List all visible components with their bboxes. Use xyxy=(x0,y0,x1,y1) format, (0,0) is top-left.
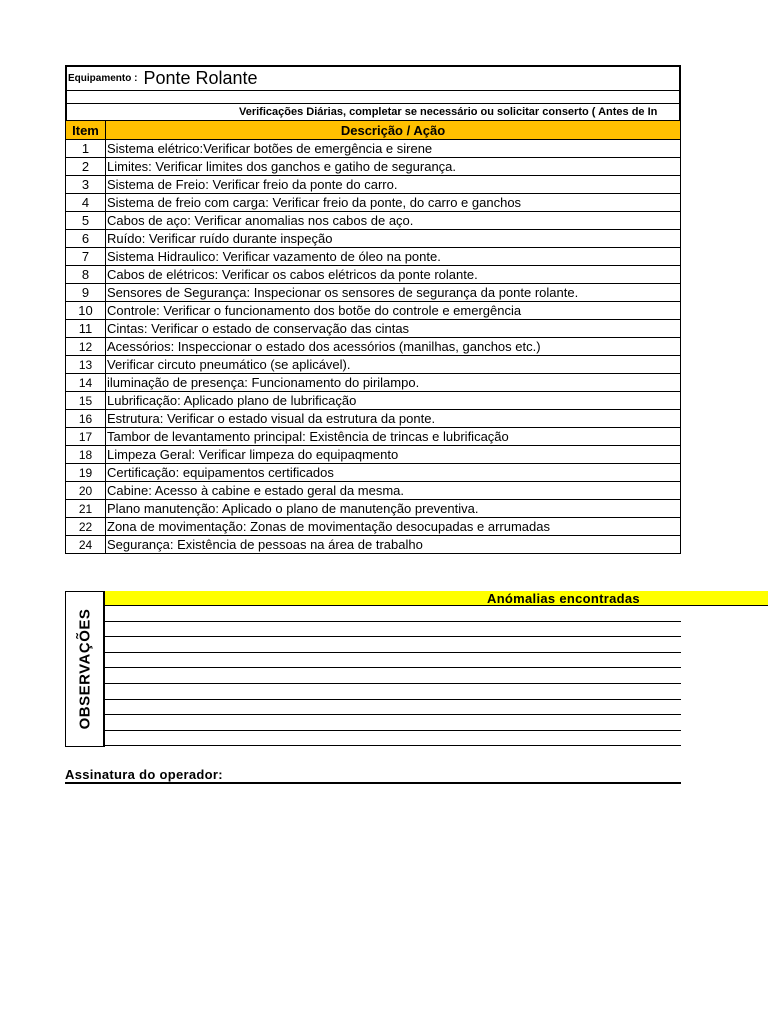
column-header-description: Descrição / Ação xyxy=(106,121,681,140)
observation-line[interactable] xyxy=(105,606,681,622)
item-description: Cabos de elétricos: Verificar os cabos elétricos da ponte rolante. xyxy=(106,266,681,284)
observation-line[interactable] xyxy=(105,668,681,684)
item-number: 22 xyxy=(66,518,106,536)
checklist-body xyxy=(66,140,681,554)
item-number: 15 xyxy=(66,392,106,410)
table-row xyxy=(66,284,681,302)
observations-block xyxy=(65,591,681,747)
table-row xyxy=(66,230,681,248)
table-header-row xyxy=(66,121,681,140)
table-row xyxy=(66,140,681,158)
checklist-table xyxy=(65,120,681,554)
checklist-sheet xyxy=(65,65,681,554)
item-description: Tambor de levantamento principal: Existência de trincas e lubrificação xyxy=(106,428,681,446)
item-number: 5 xyxy=(66,212,106,230)
observation-line[interactable] xyxy=(105,653,681,669)
anomalies-title: Anómalias encontradas xyxy=(487,591,640,606)
table-row xyxy=(66,446,681,464)
item-number: 21 xyxy=(66,500,106,518)
item-number: 17 xyxy=(66,428,106,446)
table-row xyxy=(66,410,681,428)
observation-line[interactable] xyxy=(105,637,681,653)
item-number: 12 xyxy=(66,338,106,356)
table-row xyxy=(66,428,681,446)
item-description: Lubrificação: Aplicado plano de lubrificação xyxy=(106,392,681,410)
equipment-label: Equipamento : xyxy=(68,73,138,84)
column-header-item: Item xyxy=(66,121,106,140)
observation-line[interactable] xyxy=(105,700,681,716)
item-number: 20 xyxy=(66,482,106,500)
table-row xyxy=(66,356,681,374)
subtitle: Verificações Diárias, completar se necessário ou solicitar conserto ( Antes de In xyxy=(239,106,658,118)
observations-side-label xyxy=(65,591,105,747)
item-number: 13 xyxy=(66,356,106,374)
observation-lines xyxy=(105,606,681,746)
item-number: 19 xyxy=(66,464,106,482)
item-description: Certificação: equipamentos certificados xyxy=(106,464,681,482)
observation-line[interactable] xyxy=(105,731,681,747)
table-row xyxy=(66,176,681,194)
table-row xyxy=(66,392,681,410)
item-number: 11 xyxy=(66,320,106,338)
item-number: 18 xyxy=(66,446,106,464)
item-description: Cabine: Acesso à cabine e estado geral da mesma. xyxy=(106,482,681,500)
item-number: 2 xyxy=(66,158,106,176)
table-row xyxy=(66,266,681,284)
item-description: Plano manutenção: Aplicado o plano de manutenção preventiva. xyxy=(106,500,681,518)
table-row xyxy=(66,374,681,392)
table-row xyxy=(66,482,681,500)
subtitle-row xyxy=(65,104,681,120)
table-row xyxy=(66,464,681,482)
item-description: Cabos de aço: Verificar anomalias nos cabos de aço. xyxy=(106,212,681,230)
anomalies-header xyxy=(105,591,768,606)
table-row xyxy=(66,158,681,176)
item-description: Controle: Verificar o funcionamento dos botõe do controle e emergência xyxy=(106,302,681,320)
item-number: 7 xyxy=(66,248,106,266)
item-number: 14 xyxy=(66,374,106,392)
table-row xyxy=(66,212,681,230)
observation-line[interactable] xyxy=(105,684,681,700)
item-description: iluminação de presença: Funcionamento do pirilampo. xyxy=(106,374,681,392)
signature-label: Assinatura do operador: xyxy=(65,767,223,782)
observations-label: OBSERVAÇÕES xyxy=(76,608,93,730)
equipment-value[interactable]: Ponte Rolante xyxy=(143,68,258,88)
item-description: Sensores de Segurança: Inspecionar os sensores de segurança da ponte rolante. xyxy=(106,284,681,302)
item-description: Estrutura: Verificar o estado visual da estrutura da ponte. xyxy=(106,410,681,428)
table-row xyxy=(66,338,681,356)
table-row xyxy=(66,536,681,554)
item-description: Limpeza Geral: Verificar limpeza do equipaqmento xyxy=(106,446,681,464)
item-description: Zona de movimentação: Zonas de movimentação desocupadas e arrumadas xyxy=(106,518,681,536)
item-description: Sistema de Freio: Verificar freio da ponte do carro. xyxy=(106,176,681,194)
observation-line[interactable] xyxy=(105,715,681,731)
item-description: Cintas: Verificar o estado de conservação das cintas xyxy=(106,320,681,338)
item-number: 4 xyxy=(66,194,106,212)
item-description: Verificar circuto pneumático (se aplicável). xyxy=(106,356,681,374)
item-description: Sistema de freio com carga: Verificar freio da ponte, do carro e ganchos xyxy=(106,194,681,212)
item-number: 8 xyxy=(66,266,106,284)
table-row xyxy=(66,302,681,320)
blank-row xyxy=(65,91,681,104)
table-row xyxy=(66,518,681,536)
item-number: 9 xyxy=(66,284,106,302)
item-description: Limites: Verificar limites dos ganchos e gatiho de segurança. xyxy=(106,158,681,176)
item-number: 10 xyxy=(66,302,106,320)
item-description: Acessórios: Inspeccionar o estado dos acessórios (manilhas, ganchos etc.) xyxy=(106,338,681,356)
item-number: 6 xyxy=(66,230,106,248)
table-row xyxy=(66,248,681,266)
observation-line[interactable] xyxy=(105,622,681,638)
table-row xyxy=(66,194,681,212)
item-description: Sistema elétrico:Verificar botões de emergência e sirene xyxy=(106,140,681,158)
item-description: Sistema Hidraulico: Verificar vazamento de óleo na ponte. xyxy=(106,248,681,266)
item-number: 1 xyxy=(66,140,106,158)
item-description: Segurança: Existência de pessoas na área de trabalho xyxy=(106,536,681,554)
table-row xyxy=(66,320,681,338)
item-number: 24 xyxy=(66,536,106,554)
item-number: 16 xyxy=(66,410,106,428)
operator-signature-field[interactable] xyxy=(65,766,681,784)
table-row xyxy=(66,500,681,518)
equipment-header xyxy=(65,65,681,91)
item-number: 3 xyxy=(66,176,106,194)
item-description: Ruído: Verificar ruído durante inspeção xyxy=(106,230,681,248)
